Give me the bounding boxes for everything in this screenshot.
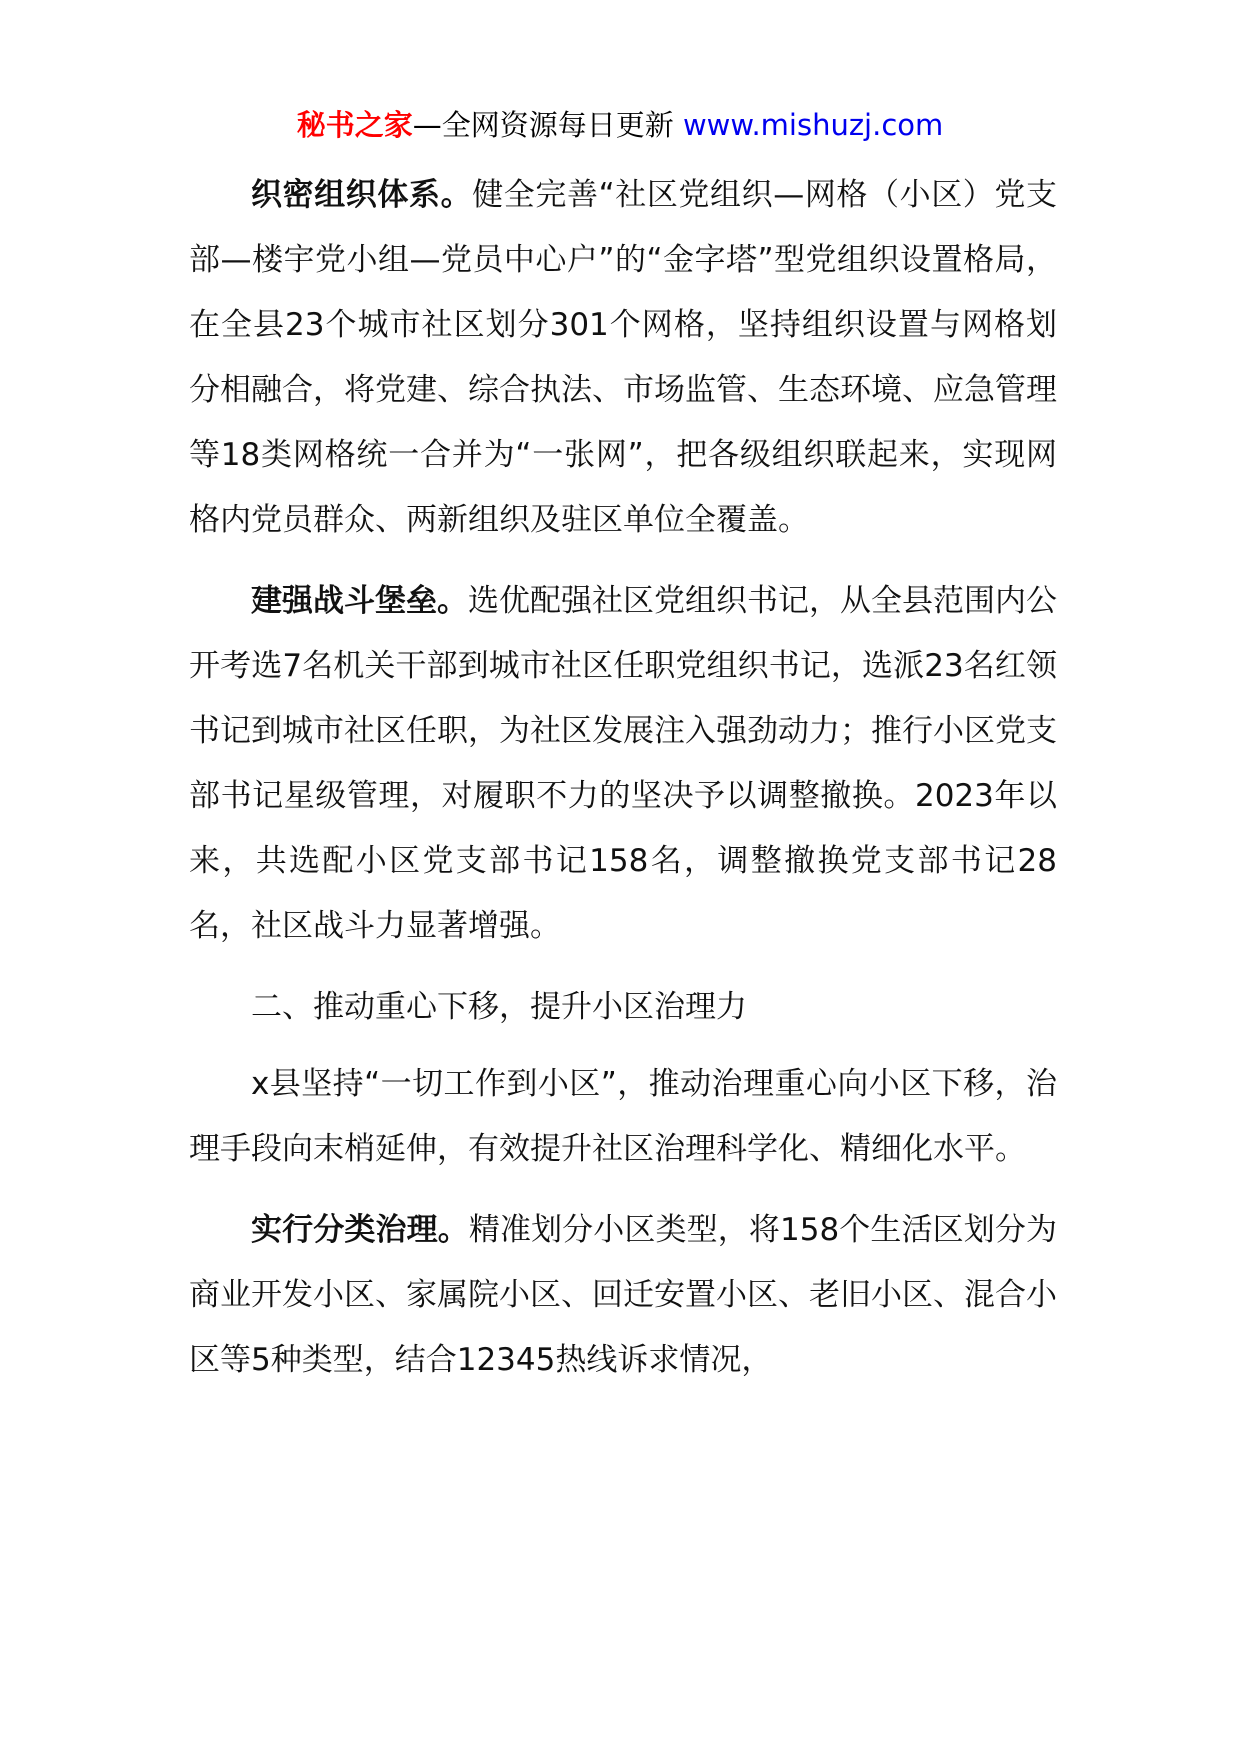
header-tagline: —全网资源每日更新	[412, 108, 674, 142]
paragraph-organization-system	[189, 163, 1057, 553]
paragraph-text: 精准划分小区类型，将158个生活区划分为商业开发小区、家属院小区、回迁安置小区、老旧小区、混合小区等5种类型，结合12345热线诉求情况，	[189, 1212, 1057, 1378]
page-header	[0, 103, 1240, 147]
document-body	[189, 163, 1057, 1409]
brand-name: 秘书之家	[296, 108, 413, 142]
paragraph-governance-shift	[189, 1052, 1057, 1182]
paragraph-classified-governance	[189, 1198, 1057, 1393]
paragraph-lead: 织密组织体系。	[251, 177, 473, 213]
paragraph-lead: 建强战斗堡垒。	[251, 583, 468, 619]
paragraph-fortress	[189, 569, 1057, 959]
section-heading	[189, 975, 1057, 1040]
section-heading-text: 二、推动重心下移，提升小区治理力	[251, 989, 747, 1025]
paragraph-text: 健全完善“社区党组织—网格（小区）党支部—楼宇党小组—党员中心户”的“金字塔”型党组织设置格局，在全县23个城市社区划分301个网格，坚持组织设置与网格划分相融合，将党建、综合执法、市场监管、生态环境、应急管理等18类网格统一合并为“一张网”，把各级组织联起来，实现网格内党员群众、两新组织及驻区单位全覆盖。	[189, 177, 1058, 538]
site-url-link[interactable]: www.mishuzj.com	[682, 108, 944, 142]
paragraph-text: 选优配强社区党组织书记，从全县范围内公开考选7名机关干部到城市社区任职党组织书记，选派23名红领书记到城市社区任职，为社区发展注入强劲动力；推行小区党支部书记星级管理，对履职不力的坚决予以调整撤换。2023年以来，共选配小区党支部书记158名，调整撤换党支部书记28名，社区战斗力显著增强。	[189, 583, 1057, 944]
paragraph-text: x县坚持“一切工作到小区”，推动治理重心向小区下移，治理手段向末梢延伸，有效提升社区治理科学化、精细化水平。	[189, 1066, 1057, 1167]
paragraph-lead: 实行分类治理。	[251, 1212, 469, 1248]
